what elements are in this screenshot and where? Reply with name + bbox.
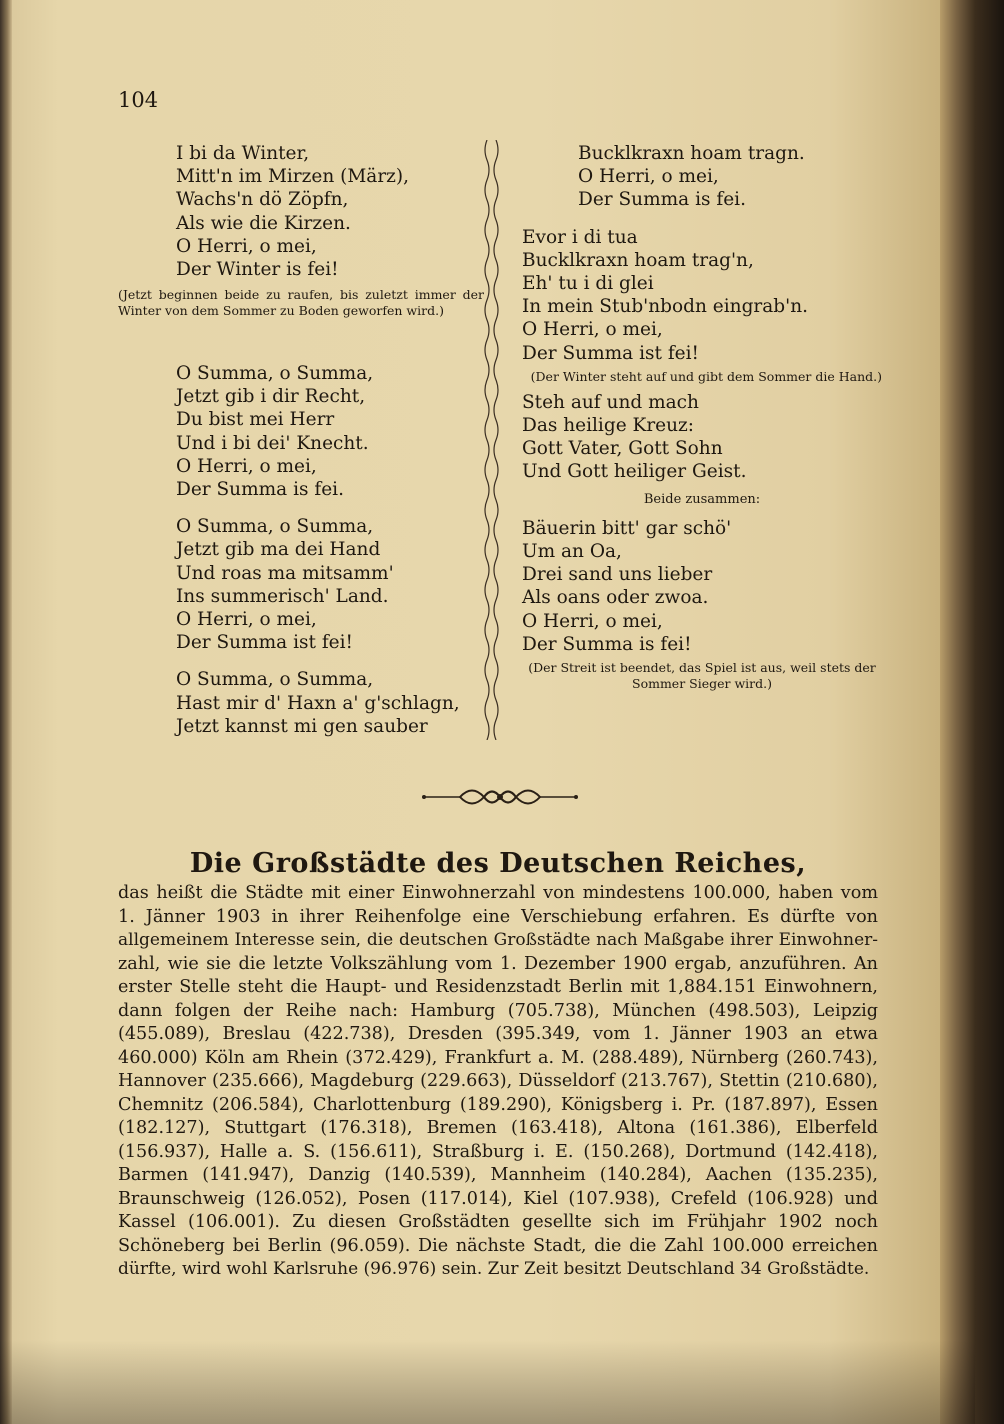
text-line: das heißt die Städte mit einer Einwohnerzahl von mindestens 100.000, haben vom (118, 883, 878, 903)
verse-line: O Summa, o Summa, (176, 669, 374, 691)
verse-line: O Herri, o mei, (522, 610, 663, 632)
text-line: dürfte, wird wohl Karlsruhe (96.976) sein. Zur Zeit besitzt Deutschland 34 Großstädte. (118, 1259, 870, 1279)
verse-line: Der Summa ist fei! (176, 632, 353, 654)
stage-direction: (Der Streit ist beendet, das Spiel ist aus, weil stets der Sommer Sieger wird.) (528, 660, 876, 692)
verse-line: Der Summa is fei. (578, 189, 746, 211)
stage-caption: Beide zusammen: (643, 491, 761, 507)
verse-line: Drei sand uns lieber (522, 564, 713, 586)
text-line: 1. Jänner 1903 in ihrer Reihenfolge eine Verschiebung erfahren. Es dürfte von (118, 906, 878, 927)
book-spine (0, 0, 12, 1424)
verse-line: Der Summa is fei. (176, 479, 344, 501)
verse-line: Bäuerin bitt' gar schö' (522, 517, 732, 539)
verse-line: Wachs'n dö Zöpfn, (176, 189, 349, 211)
verse-line: O Herri, o mei, (176, 609, 317, 631)
verse-line: Der Summa is fei! (522, 633, 692, 655)
stage-direction: (Der Winter steht auf und gibt dem Sommer die Hand.) (530, 368, 882, 384)
verse-line: Hast mir d' Haxn a' g'schlagn, (176, 692, 460, 714)
verse-line: O Herri, o mei, (522, 319, 663, 341)
text-line: Barmen (141.947), Danzig (140.539), Mannheim (140.284), Aachen (135.235), (118, 1165, 878, 1185)
verse-line: Als wie die Kirzen. (176, 212, 351, 234)
text-line: 460.000) Köln am Rhein (372.429), Frankfurt a. M. (288.489), Nürnberg (260.743), (118, 1047, 878, 1068)
verse-line: O Herri, o mei, (176, 235, 317, 257)
text-line: (156.937), Halle a. S. (156.611), Straßburg i. E. (150.268), Dortmund (142.418), (118, 1141, 878, 1162)
bottom-shadow (0, 1340, 975, 1424)
verse-line: Das heilige Kreuz: (522, 415, 695, 437)
verse-line: O Herri, o mei, (578, 166, 719, 188)
verse-line: Als oans oder zwoa. (522, 587, 709, 609)
text-line: Kassel (106.001). Zu diesen Großstädten gesellte sich im Frühjahr 1902 noch (118, 1212, 878, 1232)
text-line: zahl, wie sie die letzte Volkszählung vom 1. Dezember 1900 ergab, anzuführen. An (118, 953, 878, 974)
verse-line: Um an Oa, (522, 541, 622, 563)
verse-line: Du bist mei Herr (176, 409, 335, 431)
text-line: Schöneberg bei Berlin (96.059). Die nächste Stadt, die die Zahl 100.000 erreichen (118, 1235, 878, 1256)
text-line: Braunschweig (126.052), Posen (117.014), Kiel (107.938), Crefeld (106.928) und (118, 1188, 878, 1209)
verse-line: Der Winter is fei! (176, 259, 339, 281)
verse-line: Jetzt gib ma dei Hand (176, 539, 381, 561)
verse-line: Bucklkraxn hoam trag'n, (522, 249, 754, 271)
page-edge-shadow (940, 0, 1004, 1424)
verse-line: Jetzt kannst mi gen sauber (176, 715, 428, 737)
stanza-gap (522, 212, 882, 226)
text-line: (455.089), Breslau (422.738), Dresden (395.349, vom 1. Jänner 1903 an etwa (118, 1024, 878, 1044)
text-line: Hannover (235.666), Magdeburg (229.663), Düsseldorf (213.767), Stettin (210.680), (118, 1071, 878, 1091)
stanza-gap (176, 654, 476, 668)
article-heading: Die Großstädte des Deutschen Reiches, (189, 848, 807, 879)
verse-line: Der Summa ist fei! (522, 342, 699, 364)
page-number: 104 (118, 88, 159, 112)
text-line: allgemeinem Interesse sein, die deutschen Großstädte nach Maßgabe ihrer Einwohner- (118, 930, 878, 950)
poem-left-column-continued (176, 362, 476, 738)
text-line: erster Stelle steht die Haupt- und Residenzstadt Berlin mit 1,884.151 Einwohnern, (118, 977, 878, 997)
verse-line: I bi da Winter, (176, 143, 310, 164)
verse-line: In mein Stub'nbodn eingrab'n. (522, 296, 809, 318)
verse-line: O Summa, o Summa, (176, 363, 374, 384)
verse-line: Mitt'n im Mirzen (März), (176, 166, 410, 188)
verse-line: Jetzt gib i dir Recht, (176, 386, 366, 408)
article-body (118, 882, 878, 1282)
stanza-gap (176, 501, 476, 515)
stage-direction: (Jetzt beginnen beide zu raufen, bis zuletzt immer der Winter von dem Sommer zu Boden geworfen wird.) (118, 287, 484, 318)
decorative-ornament-icon (420, 782, 580, 812)
verse-line: O Herri, o mei, (176, 455, 317, 477)
verse-line: O Summa, o Summa, (176, 516, 374, 538)
verse-line: Evor i di tua (522, 226, 638, 248)
verse-line: Ins summerisch' Land. (176, 585, 389, 607)
verse-line: Und i bi dei' Knecht. (176, 432, 369, 454)
text-line: dann folgen der Reihe nach: Hamburg (705.738), München (498.503), Leipzig (118, 1000, 878, 1021)
text-line: Chemnitz (206.584), Charlottenburg (189.290), Königsberg i. Pr. (187.897), Essen (118, 1094, 878, 1115)
verse-line: Gott Vater, Gott Sohn (522, 438, 723, 460)
verse-line: Steh auf und mach (522, 391, 699, 413)
text-line: (182.127), Stuttgart (176.318), Bremen (163.418), Altona (161.386), Elberfeld (118, 1118, 878, 1138)
verse-line: Und roas ma mitsamm' (176, 562, 394, 584)
verse-line: Und Gott heiliger Geist. (522, 461, 747, 483)
poem-right-column (522, 142, 882, 698)
column-divider (481, 140, 503, 740)
verse-line: Eh' tu i di glei (522, 273, 654, 295)
verse-line: Bucklkraxn hoam tragn. (578, 143, 805, 164)
poem-left-column (176, 142, 476, 281)
